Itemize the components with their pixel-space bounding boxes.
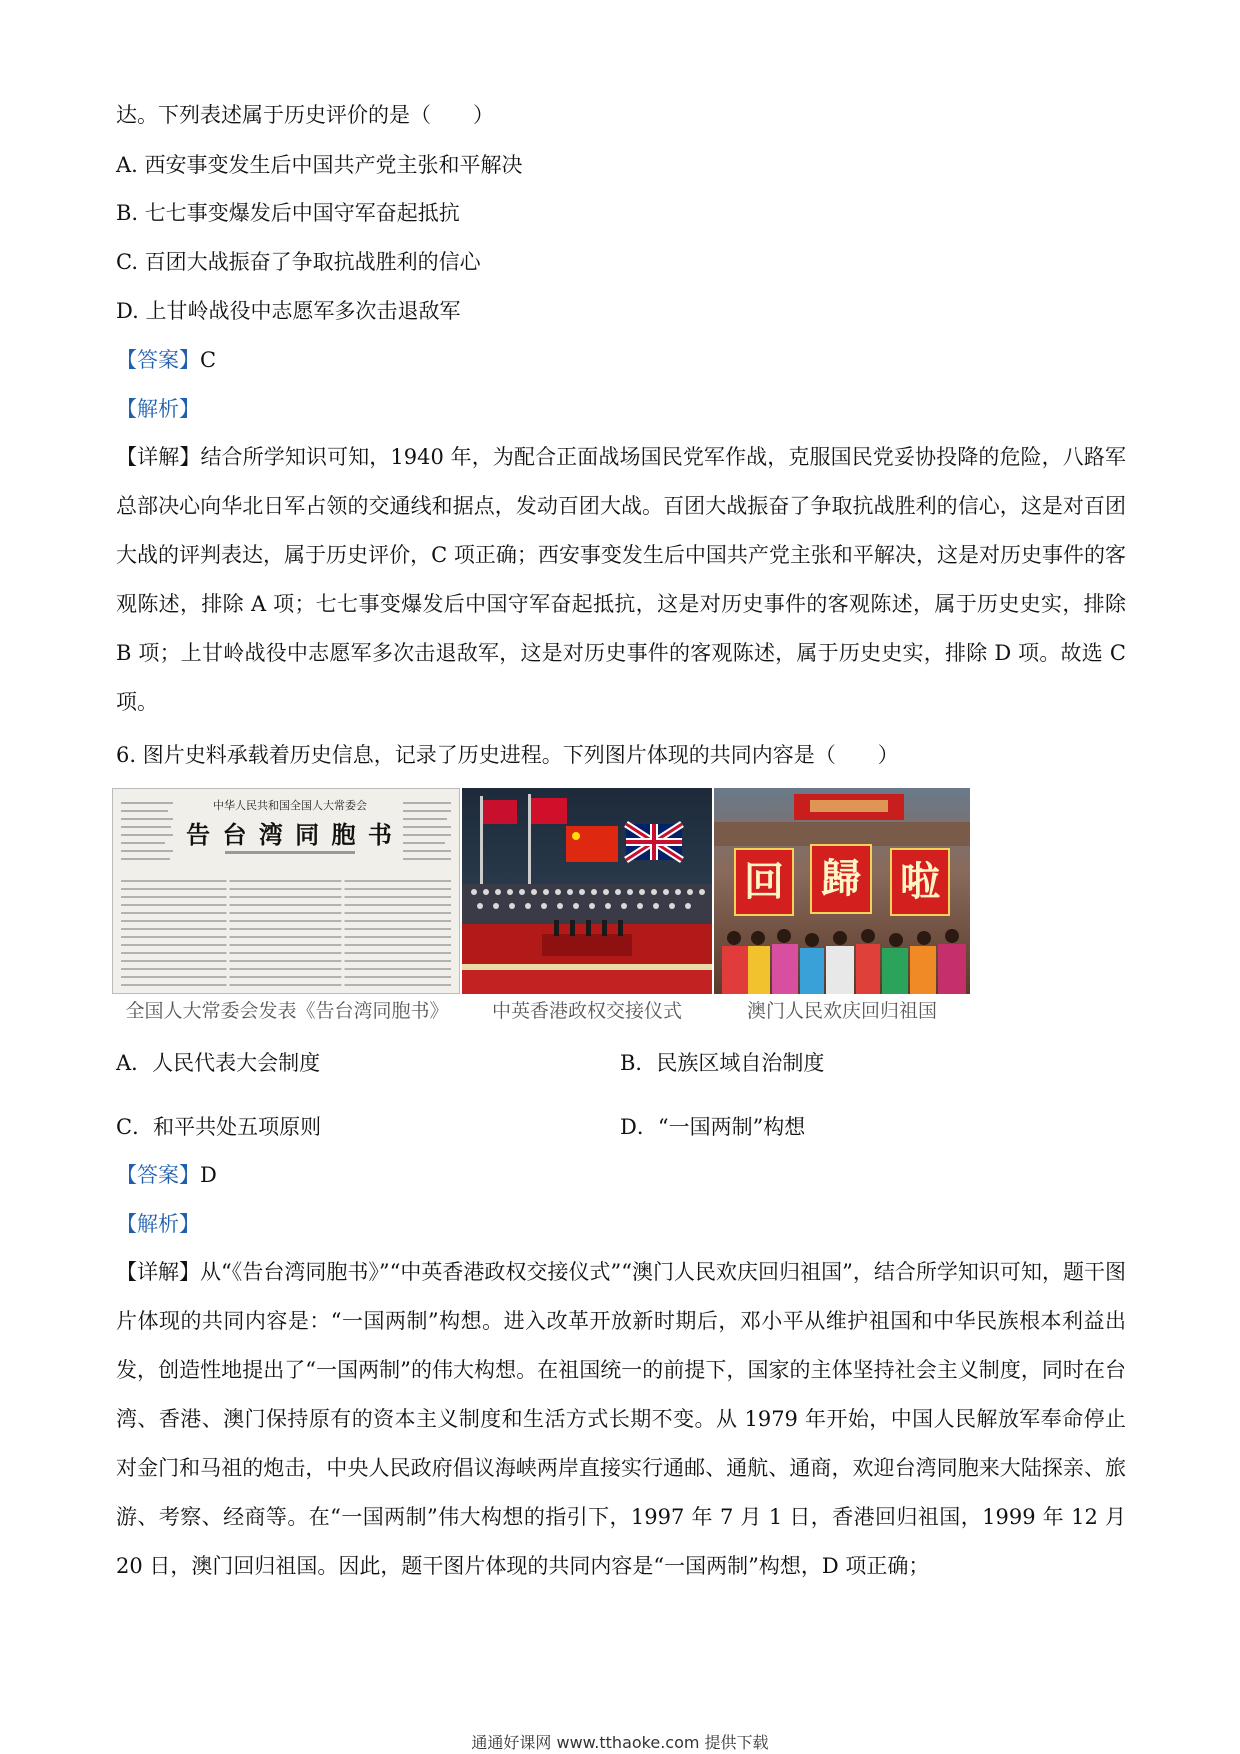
q5-stem-end: 达。下列表述属于历史评价的是（ ） bbox=[116, 103, 494, 127]
q5-option-a: A. 西安事变发生后中国共产党主张和平解决 bbox=[116, 153, 523, 177]
q5-detail bbox=[116, 433, 1126, 727]
q6-option-b: B．民族区域自治制度 bbox=[620, 1051, 825, 1075]
detail-text: 从“《告台湾同胞书》”“中英香港政权交接仪式”“澳门人民欢庆回归祖国”，结合所学知识可知，题干图片体现的共同内容是：“一国两制”构想。进入改革开放新时期后，邓小平从维护祖国和中华民族根本利益出发，创造性地提出了“一国两制”的伟大构想。在祖国统一的前提下，国家的主体坚持社会主义制度，同时在台湾、香港、澳门保持原有的资本主义制度和生活方式长期不变。从 1979 年开始，中国人民解放军奉命停止对金门和马祖的炮击，中央人民政府倡议海峡两岸直接实行通邮、通航、通商，欢迎台湾同胞来大陆探亲、旅游、考察、经商等。在“一国两制”伟大构想的指引下，1997 年 7 月 1 日，香港回归祖国，1999 年 12 月 20 日，澳门回归祖国。因此，题干图片体现的共同内容是“一国两制”构想，D 项正确； bbox=[116, 1260, 1126, 1578]
analysis-tag: 【解析】 bbox=[116, 397, 200, 421]
q5-analysis-tag bbox=[116, 394, 200, 424]
detail-tag: 【详解】 bbox=[116, 1260, 201, 1284]
caption-macau: 澳门人民欢庆回归祖国 bbox=[746, 1000, 937, 1022]
answer-tag: 【答案】 bbox=[116, 348, 200, 372]
page-footer: 通通好课网 www.tthaoke.com 提供下载 bbox=[471, 1733, 769, 1752]
detail-text: 结合所学知识可知，1940 年，为配合正面战场国民党军作战，克服国民党妥协投降的危险，八路军总部决心向华北日军占领的交通线和据点，发动百团大战。百团大战振奋了争取抗战胜利的信心，这是对百团大战的评判表达，属于历史评价，C 项正确；西安事变发生后中国共产党主张和平解决，这是对历史事件的客观陈述，排除 A 项；七七事变爆发后中国守军奋起抵抗，这是对历史事件的客观陈述，属于历史史实，排除 B 项；上甘岭战役中志愿军多次击退敌军，这是对历史事件的客观陈述，属于历史史实，排除 D 项。故选 C 项。 bbox=[116, 445, 1126, 714]
banner-char-3: 啦 bbox=[890, 848, 950, 916]
caption-hk: 中英香港政权交接仪式 bbox=[491, 1000, 682, 1022]
q5-option-c: C. 百团大战振奋了争取抗战胜利的信心 bbox=[116, 250, 481, 274]
answer-value: C bbox=[200, 348, 217, 372]
q6-figure-strip bbox=[112, 788, 970, 1023]
q6-answer bbox=[116, 1160, 217, 1190]
q5-answer bbox=[116, 345, 216, 375]
macau-celebration-image bbox=[714, 788, 970, 994]
detail-tag: 【详解】 bbox=[116, 445, 201, 469]
q6-option-d: D．“一国两制”构想 bbox=[620, 1115, 806, 1139]
newspaper-divider bbox=[225, 851, 355, 854]
answer-value: D bbox=[200, 1163, 217, 1187]
q5-option-d: D. 上甘岭战役中志愿军多次击退敌军 bbox=[116, 299, 461, 323]
newspaper-image bbox=[112, 788, 460, 994]
caption-newspaper: 全国人大常委会发表《告台湾同胞书》 bbox=[125, 1000, 449, 1022]
q5-option-b: B. 七七事变爆发后中国守军奋起抵抗 bbox=[116, 201, 460, 225]
hk-handover-image bbox=[462, 788, 712, 994]
q6-option-c: C．和平共处五项原则 bbox=[116, 1115, 322, 1139]
banner-char-2: 歸 bbox=[810, 844, 872, 914]
q6-stem: 6. 图片史料承载着历史信息，记录了历史进程。下列图片体现的共同内容是（ ） bbox=[116, 743, 899, 767]
newspaper-title: 告 台 湾 同 胞 书 bbox=[186, 820, 394, 849]
analysis-tag: 【解析】 bbox=[116, 1212, 200, 1236]
banner-char-1: 回 bbox=[734, 848, 794, 916]
q6-detail bbox=[116, 1248, 1126, 1591]
q6-analysis-tag bbox=[116, 1209, 200, 1239]
newspaper-org: 中华人民共和国全国人大常委会 bbox=[213, 799, 367, 812]
handover-scene bbox=[462, 788, 712, 994]
answer-tag: 【答案】 bbox=[116, 1163, 200, 1187]
q6-option-a: A．人民代表大会制度 bbox=[116, 1051, 321, 1075]
